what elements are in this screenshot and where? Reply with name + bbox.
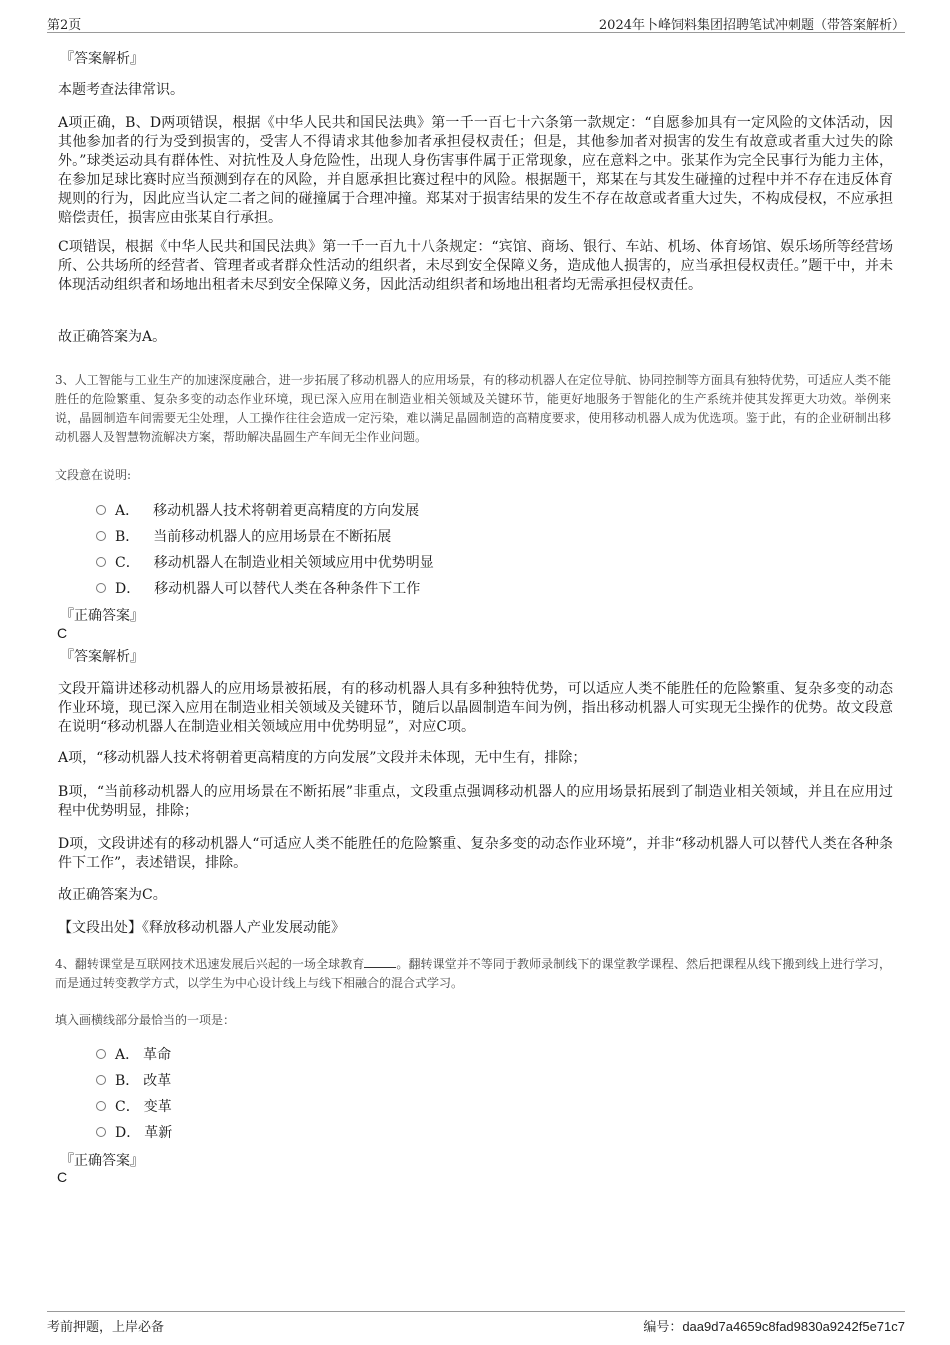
radio-icon[interactable] — [96, 1101, 106, 1111]
q4-option-c[interactable] — [96, 1096, 172, 1116]
q3-para-a-text: A项，“移动机器人技术将朝着更高精度的方向发展”文段并未体现，无中生有，排除； — [58, 750, 587, 766]
q4-correct-label: 『正确答案』 — [60, 1153, 144, 1169]
option-key: A． — [115, 503, 140, 519]
q3-option-a[interactable] — [96, 500, 419, 520]
q2-para-a-text: A项正确，B、D两项错误，根据《中华人民共和国民法典》第一千一百七十六条第一款规定：“自愿参加具有一定风险的文体活动，因其他参加者的行为受到损害的，受害人不得请求其他参加者承担侵权责任；但是，其他参加者对损害的发生有故意或者重大过失的除外。”球类运动具有群体性、对抗性及人身危险性，出现人身伤害事件属于正常现象，应在意料之中。张某作为完全民事行为能力主体，在参加足球比赛时应当预测到存在的风险，并自愿承担比赛过程中的风险。根据题干，郑某在与其发生碰撞的过程中并不存在违反体育规则的行为，因此应当认定二者之间的碰撞属于合理冲撞。郑某对于损害结果的发生不存在故意或者重大过失，不构成侵权，不应承担赔偿责任，损害应由张某自行承担。 — [58, 115, 893, 226]
q2-intro — [58, 81, 893, 100]
q3-ask: 文段意在说明: — [55, 468, 132, 482]
q4-correct-answer: C — [57, 1169, 68, 1185]
page-number: 第2页 — [47, 18, 82, 33]
footer-slogan: 考前押题，上岸必备 — [47, 1320, 165, 1335]
option-text: 当前移动机器人的应用场景在不断拓展 — [153, 529, 392, 545]
option-text: 移动机器人技术将朝着更高精度的方向发展 — [153, 503, 420, 519]
q3-source — [58, 919, 893, 938]
q3-conclusion-text: 故正确答案为C。 — [58, 887, 167, 903]
q2-para-c-text: C项错误，根据《中华人民共和国民法典》第一千一百九十八条规定：“宾馆、商场、银行、车站、机场、体育场馆、娱乐场所等经营场所、公共场所的经营者、管理者或者群众性活动的组织者，未尽到安全保障义务，造成他人损害的，应当承担侵权责任。”题干中，并未体现活动组织者和场地出租者未尽到安全保障义务，因此活动组织者和场地出租者均无需承担侵权责任。 — [58, 239, 893, 293]
q2-analysis-label: 『答案解析』 — [60, 51, 144, 67]
page-footer — [47, 1311, 905, 1334]
option-text: 改革 — [143, 1073, 172, 1089]
q2-intro-text: 本题考查法律常识。 — [58, 82, 184, 98]
q2-conclusion-text: 故正确答案为A。 — [58, 329, 167, 345]
q3-para-1-text: 文段开篇讲述移动机器人的应用场景被拓展，有的移动机器人具有多种独特优势，可以适应人类不能胜任的危险繁重、复杂多变的动态作业环境，现已深入应用在制造业相关领域及关键环节，随后以晶圆制造车间为例，指出移动机器人可实现无尘操作的优势。故文段意在说明“移动机器人在制造业相关领域应用中优势明显”，对应C项。 — [58, 681, 893, 735]
option-text: 移动机器人可以替代人类在各种条件下工作 — [154, 581, 421, 597]
option-text: 革命 — [143, 1047, 172, 1063]
radio-icon[interactable] — [96, 1049, 106, 1059]
option-key: A． — [115, 1047, 140, 1063]
radio-icon[interactable] — [96, 1075, 106, 1085]
q3-para-b-text: B项，“当前移动机器人的应用场景在不断拓展”非重点，文段重点强调移动机器人的应用场景拓展到了制造业相关领域，并且在应用过程中优势明显，排除； — [58, 784, 893, 819]
radio-icon[interactable] — [96, 531, 106, 541]
q3-correct-answer: C — [57, 625, 68, 641]
document-code — [643, 1316, 905, 1335]
q2-para-a — [58, 114, 893, 228]
option-key: D． — [115, 581, 141, 597]
q3-para-1 — [58, 680, 893, 737]
q3-option-c[interactable] — [96, 552, 434, 572]
q2-para-c — [58, 238, 893, 295]
option-key: D． — [115, 1125, 141, 1141]
option-key: B． — [115, 1073, 140, 1089]
q3-analysis-label: 『答案解析』 — [60, 649, 144, 665]
fill-blank — [364, 955, 396, 968]
radio-icon[interactable] — [96, 505, 106, 515]
q3-option-b[interactable] — [96, 526, 391, 546]
page-header — [47, 12, 905, 33]
code-label: 编号： — [643, 1320, 683, 1335]
q2-conclusion — [58, 328, 893, 347]
q4-stem — [55, 955, 891, 993]
option-key: B． — [115, 529, 140, 545]
code-value: daa9d7a4659c8fad9830a9242f5e71c7 — [682, 1319, 905, 1334]
option-key: C． — [115, 555, 140, 571]
q3-para-d-text: D项，文段讲述有的移动机器人“可适应人类不能胜任的危险繁重、复杂多变的动态作业环境”，并非“移动机器人可以替代人类在各种条件下工作”，表述错误，排除。 — [58, 836, 893, 871]
q4-option-b[interactable] — [96, 1070, 171, 1090]
q3-source-text: 【文段出处】《释放移动机器人产业发展动能》 — [58, 920, 345, 936]
radio-icon[interactable] — [96, 583, 106, 593]
q3-para-d — [58, 835, 893, 873]
q3-conclusion — [58, 886, 893, 905]
q4-ask: 填入画横线部分最恰当的一项是： — [55, 1013, 236, 1027]
document-title: 2024年卜峰饲料集团招聘笔试冲刺题（带答案解析） — [598, 18, 905, 33]
q3-para-a — [58, 749, 893, 768]
q4-stem-after: 。翻转课堂并不等同于教师录制线下的课堂教学课程、然后把课程从线下搬到线上进行学习，而是通过转变教学方式，以学生为中心设计线上与线下相融合的混合式学习。 — [55, 957, 891, 990]
option-text: 革新 — [144, 1125, 173, 1141]
option-text: 移动机器人在制造业相关领域应用中优势明显 — [153, 555, 434, 571]
radio-icon[interactable] — [96, 557, 106, 567]
q3-stem: 3、人工智能与工业生产的加速深度融合，进一步拓展了移动机器人的应用场景，有的移动机器人在定位导航、协同控制等方面具有独特优势，可适应人类不能胜任的危险繁重、复杂多变的动态作业环境，现已深入应用在制造业相关领域及关键环节，能更好地服务于智能化的生产系统并使其发挥更大功效。举例来说，晶圆制造车间需要无尘处理，人工操作往往会造成一定污染，难以满足晶圆制造的高精度要求，使用移动机器人成为优选项。鉴于此，有的企业研制出移动机器人及智慧物流解决方案，帮助解决晶圆生产车间无尘作业问题。 — [55, 373, 891, 444]
q4-stem-before: 4、翻转课堂是互联网技术迅速发展后兴起的一场全球教育 — [55, 957, 365, 971]
q4-option-d[interactable] — [96, 1122, 172, 1142]
option-key: C． — [115, 1099, 140, 1115]
q4-option-a[interactable] — [96, 1044, 171, 1064]
option-text: 变革 — [143, 1099, 172, 1115]
q3-option-d[interactable] — [96, 578, 420, 598]
radio-icon[interactable] — [96, 1127, 106, 1137]
q3-para-b — [58, 783, 893, 821]
q3-correct-label: 『正确答案』 — [60, 608, 144, 624]
